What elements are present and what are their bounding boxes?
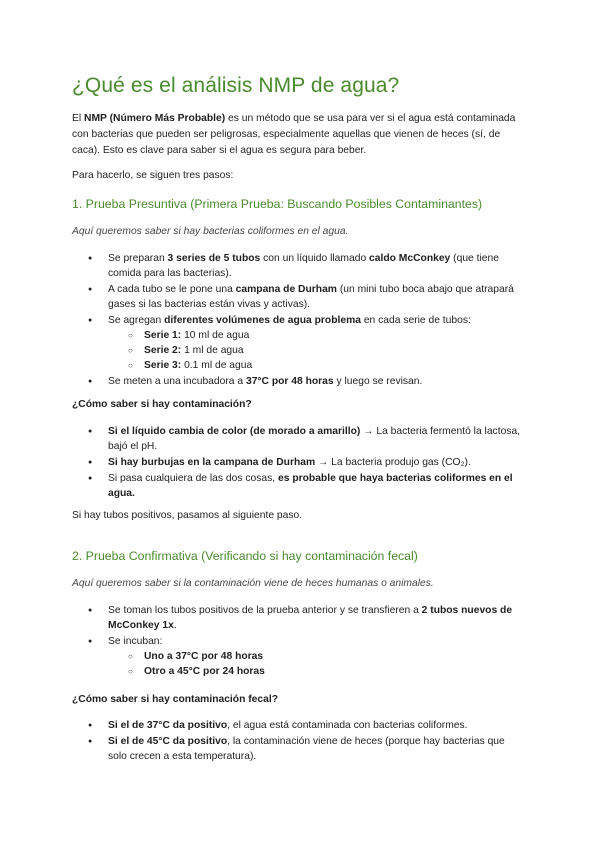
list-item: ● Se agregan diferentes volúmenes de agua problema en cada serie de tubos: ○ Serie 1: 10 ml de agua ○ Serie 2: 1 ml de agua ○ Serie 3: 0.1 ml de agua xyxy=(72,313,522,373)
series-list xyxy=(108,328,522,373)
list-item: ● Si hay burbujas en la campana de Durham → La bacteria produjo gas (CO₂). xyxy=(72,455,522,470)
intro-text-2: es un método que se usa para ver si el agua está contaminada con bacterias que pueden ser peligrosas, especialmente aquellas que vienen de heces (sí, de caca). Esto es clave para saber si el agua es segura para beber. xyxy=(72,113,516,156)
intro-paragraph xyxy=(72,111,520,159)
section2-question: ¿Cómo saber si hay contaminación fecal? xyxy=(72,694,278,705)
section1-answers xyxy=(72,424,522,502)
section1-question: ¿Cómo saber si hay contaminación? xyxy=(72,399,252,410)
section1-heading: 1. Prueba Presuntiva (Primera Prueba: Buscando Posibles Contaminantes) xyxy=(72,197,483,211)
series-item: ○ Serie 1: 10 ml de agua xyxy=(108,328,522,343)
list-item: ● Si el de 45°C da positivo, la contaminación viene de heces (porque hay bacterias que solo crecen a esta temperatura). xyxy=(72,734,522,764)
intro-bold-nmp: NMP (Número Más Probable) xyxy=(84,113,226,124)
series-item: ○ Serie 3: 0.1 ml de agua xyxy=(108,358,522,373)
list-item: ● Si el de 37°C da positivo, el agua está contaminada con bacterias coliformes. xyxy=(72,718,522,733)
series-item: ○ Serie 2: 1 ml de agua xyxy=(108,343,522,358)
incubation-item: ○ Uno a 37°C por 48 horas xyxy=(108,649,522,664)
list-item: ● Se meten a una incubadora a 37°C por 48 horas y luego se revisan. xyxy=(72,374,522,389)
section2-heading: 2. Prueba Confirmativa (Verificando si hay contaminación fecal) xyxy=(72,549,418,563)
list-item: ● Si el líquido cambia de color (de morado a amarillo) → La bacteria fermentó la lactosa, bajó el pH. xyxy=(72,424,522,454)
list-item: ● Si pasa cualquiera de las dos cosas, es probable que haya bacterias coliformes en el agua. xyxy=(72,471,522,501)
list-item: ● Se toman los tubos positivos de la prueba anterior y se transfieren a 2 tubos nuevos de McConkey 1x. xyxy=(72,603,522,633)
incubation-item: ○ Otro a 45°C por 24 horas xyxy=(108,664,522,679)
list-item: ● Se preparan 3 series de 5 tubos con un líquido llamado caldo McConkey (que tiene comida para las bacterias). xyxy=(72,251,522,281)
intro-text-1: El xyxy=(72,113,85,124)
incubation-list xyxy=(108,649,522,679)
list-item: ● Se incuban: ○ Uno a 37°C por 48 horas ○ Otro a 45°C por 24 horas xyxy=(72,634,522,679)
section2-subtitle: Aquí queremos saber si la contaminación viene de heces humanas o animales. xyxy=(72,578,434,589)
page-title: ¿Qué es el análisis NMP de agua? xyxy=(72,74,400,97)
list-item: ● A cada tubo se le pone una campana de Durham (un mini tubo boca abajo que atrapará gases si las bacterias están vivas y activas). xyxy=(72,282,522,312)
section2-answers xyxy=(72,718,522,765)
section1-subtitle: Aquí queremos saber si hay bacterias coliformes en el agua. xyxy=(72,226,349,237)
section2-list xyxy=(72,603,522,680)
steps-intro: Para hacerlo, se siguen tres pasos: xyxy=(72,170,234,181)
section1-conclusion: Si hay tubos positivos, pasamos al siguiente paso. xyxy=(72,510,303,521)
section1-list xyxy=(72,251,522,390)
